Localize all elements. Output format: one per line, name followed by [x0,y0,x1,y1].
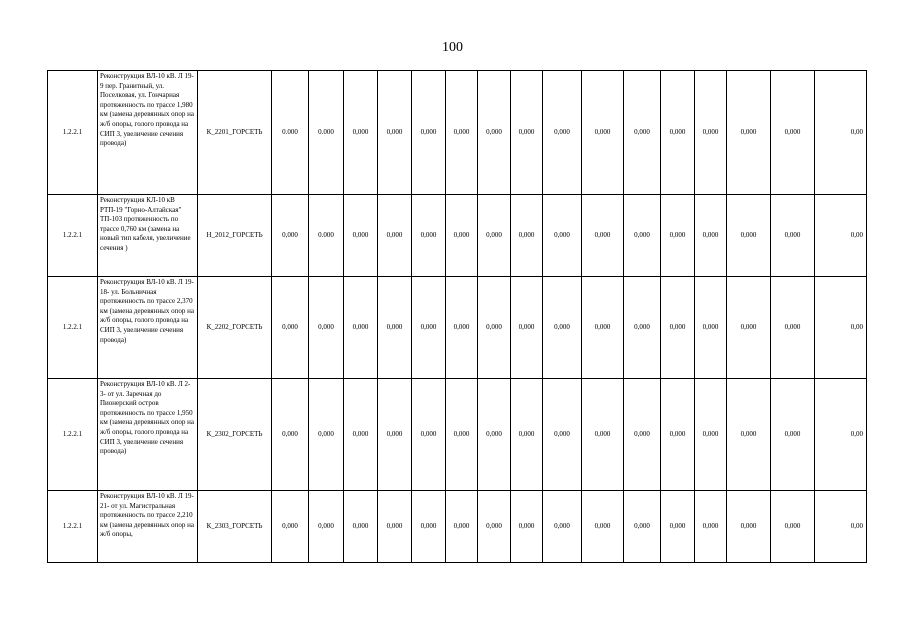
value-cell: 0,000 [543,379,582,491]
row-number-cell: 1.2.2.1 [48,491,98,563]
value-cell: 0,000 [624,71,661,195]
value-cell: 0,000 [378,491,412,563]
value-cell: 0,000 [727,491,771,563]
project-description-cell: Реконструкция ВЛ-10 кВ. Л 19-18- ул. Больничная протяженность по трассе 2,370 км (замена деревянных опор на ж/б опоры, голого провода на СИП 3, увеличение сечения провода) [98,277,198,379]
value-cell: 0,000 [412,71,446,195]
value-cell: 0,000 [695,195,727,277]
value-cell: 0,000 [446,491,478,563]
value-cell: 0,000 [309,277,344,379]
value-cell: 0,000 [661,195,695,277]
value-cell: 0,000 [478,379,511,491]
value-cell: 0,000 [478,195,511,277]
value-cell: 0,000 [511,277,543,379]
project-code-cell: Н_2012_ГОРСЕТЬ [198,195,272,277]
value-cell: 0,000 [272,195,309,277]
value-cell: 0,000 [272,491,309,563]
value-cell: 0,000 [344,379,378,491]
value-cell: 0,000 [661,277,695,379]
value-cell: 0,000 [412,195,446,277]
value-cell: 0.000 [272,71,309,195]
row-number-cell: 1.2.2.1 [48,195,98,277]
value-cell: 0,000 [511,195,543,277]
value-cell: 0,000 [378,277,412,379]
value-cell: 0,000 [695,491,727,563]
value-cell: 0,000 [661,71,695,195]
project-code-cell: К_2202_ГОРСЕТЬ [198,277,272,379]
value-cell: 0,000 [582,379,624,491]
investment-table [47,70,867,563]
value-cell: 0,000 [771,379,815,491]
value-cell: 0,000 [478,277,511,379]
value-cell: 0,000 [272,277,309,379]
value-cell: 0,000 [661,379,695,491]
value-cell: 0,000 [412,277,446,379]
value-cell: 0,000 [412,491,446,563]
value-cell: 0,000 [446,71,478,195]
value-cell: 0,000 [309,491,344,563]
value-cell: 0,000 [727,71,771,195]
value-cell: 0,000 [344,277,378,379]
value-cell: 0,000 [771,195,815,277]
value-cell: 0,000 [344,491,378,563]
project-code-cell: К_2201_ГОРСЕТЬ [198,71,272,195]
value-cell: 0,000 [582,195,624,277]
value-cell: 0,000 [543,277,582,379]
value-cell: 0,000 [771,71,815,195]
value-cell: 0,000 [378,379,412,491]
project-code-cell: К_2303_ГОРСЕТЬ [198,491,272,563]
value-cell: 0,000 [661,491,695,563]
value-cell: 0,000 [272,379,309,491]
value-cell: 0,000 [378,195,412,277]
value-cell: 0,000 [309,379,344,491]
total-value-cell: 0,00 [815,277,867,379]
total-value-cell: 0,00 [815,491,867,563]
table-row [48,277,867,379]
total-value-cell: 0,00 [815,379,867,491]
value-cell: 0,000 [771,491,815,563]
value-cell: 0,000 [727,277,771,379]
value-cell: 0,000 [378,71,412,195]
value-cell: 0,000 [511,491,543,563]
total-value-cell: 0,00 [815,195,867,277]
total-value-cell: 0,00 [815,71,867,195]
page-number: 100 [442,40,463,55]
value-cell: 0,000 [582,277,624,379]
table-row [48,491,867,563]
value-cell: 0,000 [543,491,582,563]
value-cell: 0,000 [543,71,582,195]
value-cell: 0,000 [624,379,661,491]
value-cell: 0,000 [695,379,727,491]
value-cell: 0,000 [446,195,478,277]
project-description-cell: Реконструкция КЛ-10 кВ РТП-19 "Горно-Алтайская" ТП-103 протяженность по трассе 0,760 км (замена на новый тип кабеля, увеличение сечения ) [98,195,198,277]
value-cell: 0,000 [478,491,511,563]
table-body [48,71,867,563]
row-number-cell: 1.2.2.1 [48,277,98,379]
value-cell: 0,000 [727,195,771,277]
value-cell: 0,000 [344,195,378,277]
value-cell: 0,000 [446,379,478,491]
value-cell: 0,000 [771,277,815,379]
value-cell: 0,000 [582,71,624,195]
value-cell: 0,000 [543,195,582,277]
value-cell: 0,000 [624,491,661,563]
value-cell: 0.000 [309,195,344,277]
value-cell: 0,000 [446,277,478,379]
value-cell: 0,000 [624,195,661,277]
project-description-cell: Реконструкция ВЛ-10 кВ. Л 19-21- от ул. Магистральная протяженность по трассе 2,210 км (замена деревянных опор на ж/б опоры, [98,491,198,563]
value-cell: 0,000 [511,71,543,195]
value-cell: 0,000 [695,71,727,195]
value-cell: 0,000 [412,379,446,491]
value-cell: 0,000 [344,71,378,195]
value-cell: 0,000 [478,71,511,195]
value-cell: 0,000 [582,491,624,563]
row-number-cell: 1.2.2.1 [48,379,98,491]
row-number-cell: 1.2.2.1 [48,71,98,195]
value-cell: 0,000 [695,277,727,379]
table-row [48,71,867,195]
value-cell: 0,000 [727,379,771,491]
value-cell: 0.000 [309,71,344,195]
project-description-cell: Реконструкция ВЛ-10 кВ. Л 2-3- от ул. Заречная до Пионерский остров протяженность по трассе 1,950 км (замена деревянных опор на ж/б опоры, голого провода на СИП 3, увеличение сечения провода) [98,379,198,491]
table-row [48,195,867,277]
table-row [48,379,867,491]
project-description-cell: Реконструкция ВЛ-10 кВ. Л 19-9 пер. Гранитный, ул. Поселковая, ул. Гончарная протяженность по трассе 1,980 км (замена деревянных опор на ж/б опоры, голого провода на СИП 3, увеличение сечения провода) [98,71,198,195]
value-cell: 0,000 [511,379,543,491]
value-cell: 0,000 [624,277,661,379]
project-code-cell: К_2302_ГОРСЕТЬ [198,379,272,491]
